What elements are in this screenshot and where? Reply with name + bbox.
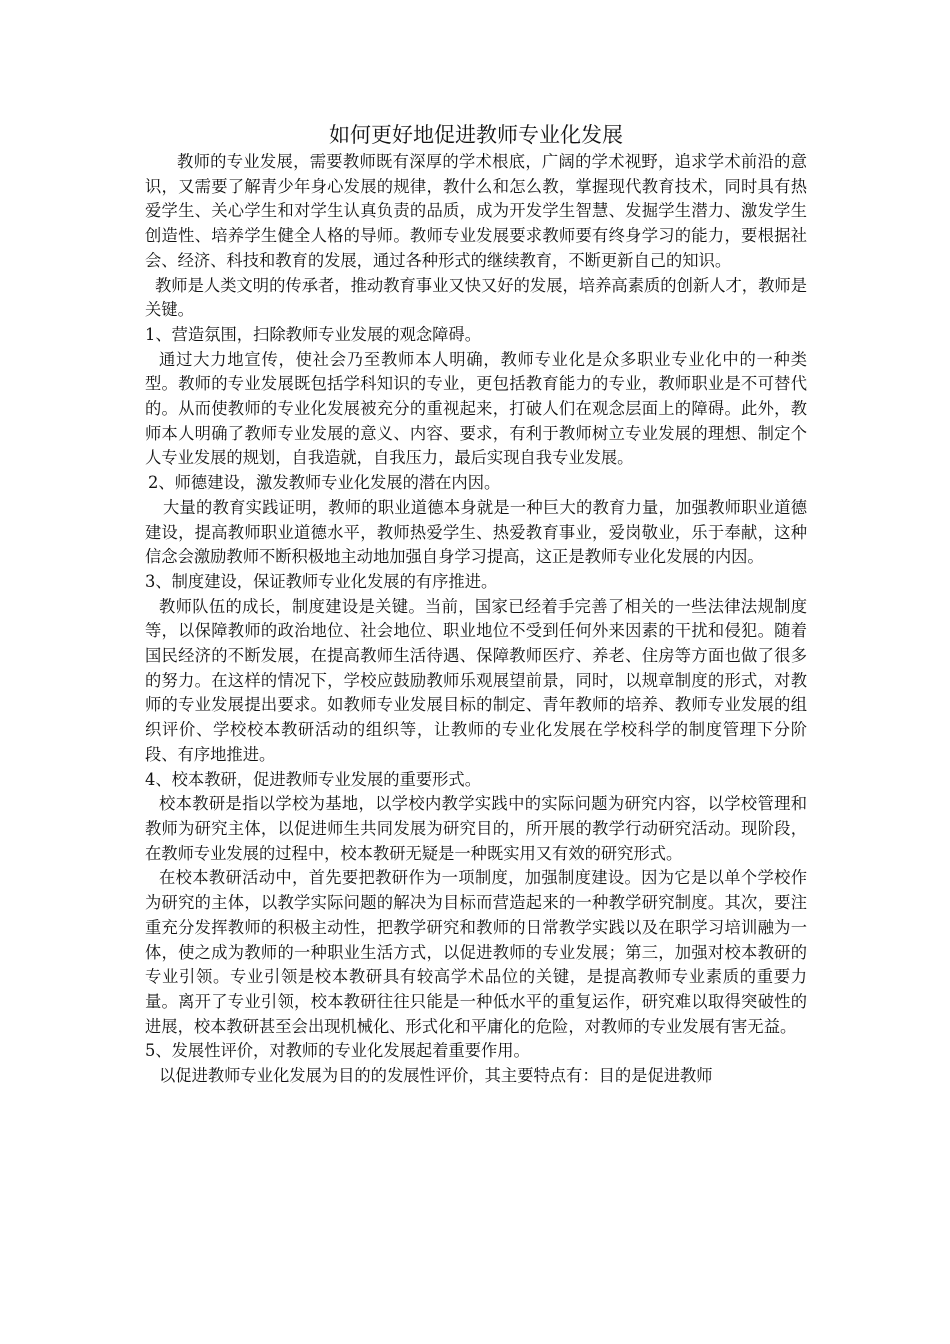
section-heading-3: 3、制度建设，保证教师专业化发展的有序推进。: [145, 571, 498, 591]
document-title: 如何更好地促进教师专业化发展: [329, 123, 623, 147]
section-3-paragraph: 教师队伍的成长，制度建设是关键。当前，国家已经着手完善了相关的一些法律法规制度等，以保障教师的政治地位、社会地位、职业地位不受到任何外来因素的干扰和侵犯。随着国民经济的不断发展，在提高教师生活待遇、保障教师医疗、养老、住房等方面也做了很多的努力。在这样的情况下，学校应鼓励教师乐观展望前景，同时，以规章制度的形式，对教师的专业发展提出要求。如教师专业发展目标的制定、青年教师的培养、教师专业发展的组织评价、学校校本教研活动的组织等，让教师的专业化发展在学校科学的制度管理下分阶段、有序地推进。: [145, 596, 807, 764]
section-heading-1: 1、营造氛围，扫除教师专业发展的观念障碍。: [145, 324, 481, 344]
teacher-role-paragraph: 教师是人类文明的传承者，推动教育事业又快又好的发展，培养高素质的创新人才，教师是关键。: [145, 275, 807, 320]
intro-paragraph: 教师的专业发展，需要教师既有深厚的学术根底，广阔的学术视野，追求学术前沿的意识，又需要了解青少年身心发展的规律，教什么和怎么教，掌握现代教育技术，同时具有热爱学生、关心学生和对学生认真负责的品质，成为开发学生智慧、发掘学生潜力、激发学生创造性、培养学生健全人格的导师。教师专业发展要求教师要有终身学习的能力，要根据社会、经济、科技和教育的发展，通过各种形式的继续教育，不断更新自己的知识。: [145, 152, 807, 270]
section-heading-2: 2、师德建设，激发教师专业化发展的潜在内因。: [148, 473, 501, 493]
section-4-paragraph-2: 在校本教研活动中，首先要把教研作为一项制度，加强制度建设。因为它是以单个学校作为研究的主体，以教学实际问题的解决为目标而营造起来的一种教学研究制度。其次，要注重充分发挥教师的积极主动性，把教学研究和教师的日常教学实践以及在职学习培训融为一体，使之成为教师的一种职业生活方式，以促进教师的专业发展；第三，加强对校本教研的专业引领。专业引领是校本教研具有较高学术品位的关键，是提高教师专业素质的重要力量。离开了专业引领，校本教研往往只能是一种低水平的重复运作，研究难以取得突破性的进展，校本教研甚至会出现机械化、形式化和平庸化的危险，对教师的专业发展有害无益。: [145, 868, 807, 1036]
section-2-paragraph: 大量的教育实践证明，教师的职业道德本身就是一种巨大的教育力量，加强教师职业道德建设，提高教师职业道德水平，教师热爱学生、热爱教育事业，爱岗敬业，乐于奉献，这种信念会激励教师不断积极地主动地加强自身学习提高，这正是教师专业化发展的内因。: [145, 497, 807, 567]
section-5-paragraph: 以促进教师专业化发展为目的的发展性评价，其主要特点有：目的是促进教师: [159, 1066, 713, 1086]
section-heading-4: 4、校本教研，促进教师专业发展的重要形式。: [145, 769, 481, 789]
document-body: [145, 120, 807, 1089]
section-1-paragraph: 通过大力地宣传，使社会乃至教师本人明确，教师专业化是众多职业专业化中的一种类型。教师的专业发展既包括学科知识的专业，更包括教育能力的专业，教师职业是不可替代的。从而使教师的专业化发展被充分的重视起来，打破人们在观念层面上的障碍。此外，教师本人明确了教师专业发展的意义、内容、要求，有利于教师树立专业发展的理想、制定个人专业发展的规划，自我造就，自我压力，最后实现自我专业发展。: [145, 349, 807, 468]
section-heading-5: 5、发展性评价，对教师的专业化发展起着重要作用。: [145, 1041, 530, 1061]
section-4-paragraph-1: 校本教研是指以学校为基地，以学校内教学实践中的实际问题为研究内容，以学校管理和教师为研究主体，以促进师生共同发展为研究目的，所开展的教学行动研究活动。现阶段，在教师专业发展的过程中，校本教研无疑是一种既实用又有效的研究形式。: [145, 794, 807, 863]
